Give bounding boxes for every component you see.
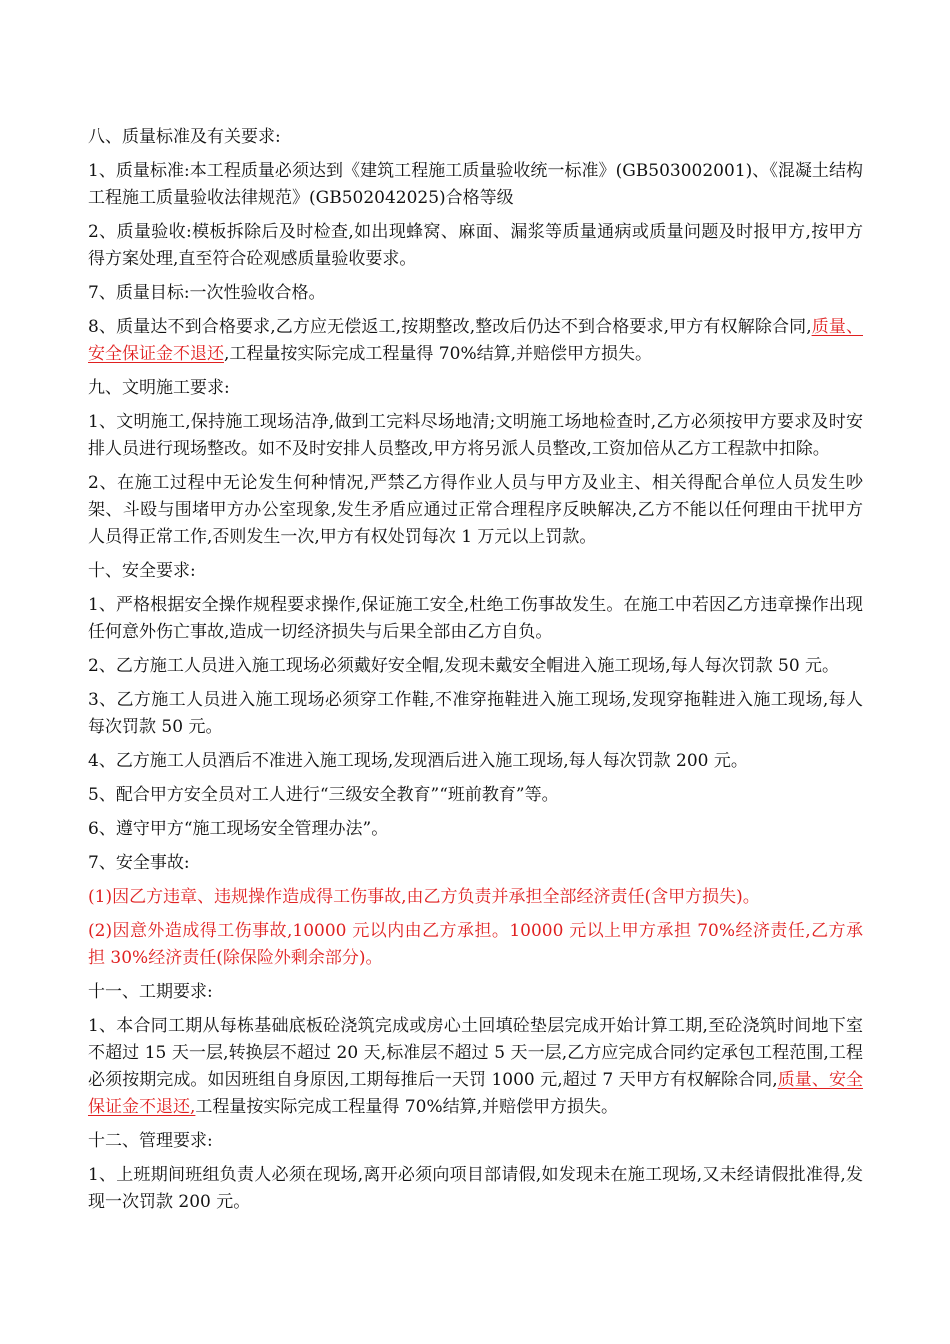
paragraph-text: 1、上班期间班组负责人必须在现场,离开必须向项目部请假,如发现未在施工现场,又未经请假批准得,发现一次罚款 200 元。 [88,1165,863,1212]
paragraph [88,558,863,585]
paragraph [88,816,863,843]
paragraph [88,592,863,646]
paragraph-text: 十一、工期要求: [88,982,213,1002]
paragraph [88,1162,863,1216]
paragraph [88,124,863,151]
paragraph [88,850,863,877]
paragraph [88,884,863,911]
paragraph-text: 1、本合同工期从每栋基础底板砼浇筑完成或房心土回填砼垫层完成开始计算工期,至砼浇筑时间地下室不超过 15 天一层,转换层不超过 20 天,标准层不超过 5 天一层,乙方应完成合同约定承包工程范围,工程必须按期完成。如因班组自身原因,工期每推后一天罚 1000 元,超过 7 天甲方有权解除合同, [88,1016,863,1090]
paragraph-text: 八、质量标准及有关要求: [88,127,281,147]
paragraph-text: 7、质量目标:一次性验收合格。 [88,283,326,303]
paragraph-text: 2、质量验收:模板拆除后及时检查,如出现蜂窝、麻面、漏浆等质量通病或质量问题及时报甲方,按甲方得方案处理,直至符合砼观感质量验收要求。 [88,222,863,269]
paragraph-text: 1、质量标准:本工程质量必须达到《建筑工程施工质量验收统一标准》(GB503002001)、《混凝土结构工程施工质量验收法律规范》(GB502042025)合格等级 [88,161,863,208]
paragraph-text: 2、在施工过程中无论发生何种情况,严禁乙方得作业人员与甲方及业主、相关得配合单位人员发生吵架、斗殴与围堵甲方办公室现象,发生矛盾应通过正常合理程序反映解决,乙方不能以任何理由干扰甲方人员得正常工作,否则发生一次,甲方有权处罚每次 1 万元以上罚款。 [88,473,863,547]
paragraph-text: 2、乙方施工人员进入施工现场必须戴好安全帽,发现未戴安全帽进入施工现场,每人每次罚款 50 元。 [88,656,840,676]
paragraph-text: 1、文明施工,保持施工现场洁净,做到工完料尽场地清;文明施工场地检查时,乙方必须按甲方要求及时安排人员进行现场整改。如不及时安排人员整改,甲方将另派人员整改,工资加倍从乙方工程款中扣除。 [88,412,863,459]
paragraph-text: 8、质量达不到合格要求,乙方应无偿返工,按期整改,整改后仍达不到合格要求,甲方有权解除合同, [88,317,812,337]
paragraph-text: 九、文明施工要求: [88,378,230,398]
document-body [88,124,863,1223]
paragraph [88,782,863,809]
paragraph-text: 6、遵守甲方“施工现场安全管理办法”。 [88,819,389,839]
highlighted-text: (1)因乙方违章、违规操作造成得工伤事故,由乙方负责并承担全部经济责任(含甲方损失)。 [88,887,760,907]
paragraph [88,653,863,680]
paragraph [88,1013,863,1121]
paragraph-text: 4、乙方施工人员酒后不准进入施工现场,发现酒后进入施工现场,每人每次罚款 200 元。 [88,751,748,771]
paragraph [88,979,863,1006]
paragraph-text: 7、安全事故: [88,853,190,873]
paragraph [88,748,863,775]
highlighted-text: 质量、安全保证金不退还 [88,317,863,364]
paragraph-text: 1、严格根据安全操作规程要求操作,保证施工安全,杜绝工伤事故发生。在施工中若因乙方违章操作出现任何意外伤亡事故,造成一切经济损失与后果全部由乙方自负。 [88,595,863,642]
paragraph-text: ,工程量按实际完成工程量得 70%结算,并赔偿甲方损失。 [224,344,652,364]
paragraph [88,470,863,551]
paragraph [88,314,863,368]
highlighted-text: (2)因意外造成得工伤事故,10000 元以内由乙方承担。10000 元以上甲方承担 70%经济责任,乙方承担 30%经济责任(除保险外剩余部分)。 [88,921,863,968]
paragraph-text: 5、配合甲方安全员对工人进行“三级安全教育”“班前教育”等。 [88,785,559,805]
paragraph [88,158,863,212]
paragraph-text: 3、乙方施工人员进入施工现场必须穿工作鞋,不准穿拖鞋进入施工现场,发现穿拖鞋进入施工现场,每人每次罚款 50 元。 [88,690,863,737]
paragraph [88,409,863,463]
paragraph [88,918,863,972]
paragraph [88,375,863,402]
paragraph-text: 工程量按实际完成工程量得 70%结算,并赔偿甲方损失。 [195,1097,618,1117]
highlighted-text: 质量、安全保证金不退还, [88,1070,864,1117]
paragraph [88,280,863,307]
paragraph [88,1128,863,1155]
paragraph [88,219,863,273]
paragraph-text: 十、安全要求: [88,561,196,581]
paragraph-text: 十二、管理要求: [88,1131,213,1151]
paragraph [88,687,863,741]
